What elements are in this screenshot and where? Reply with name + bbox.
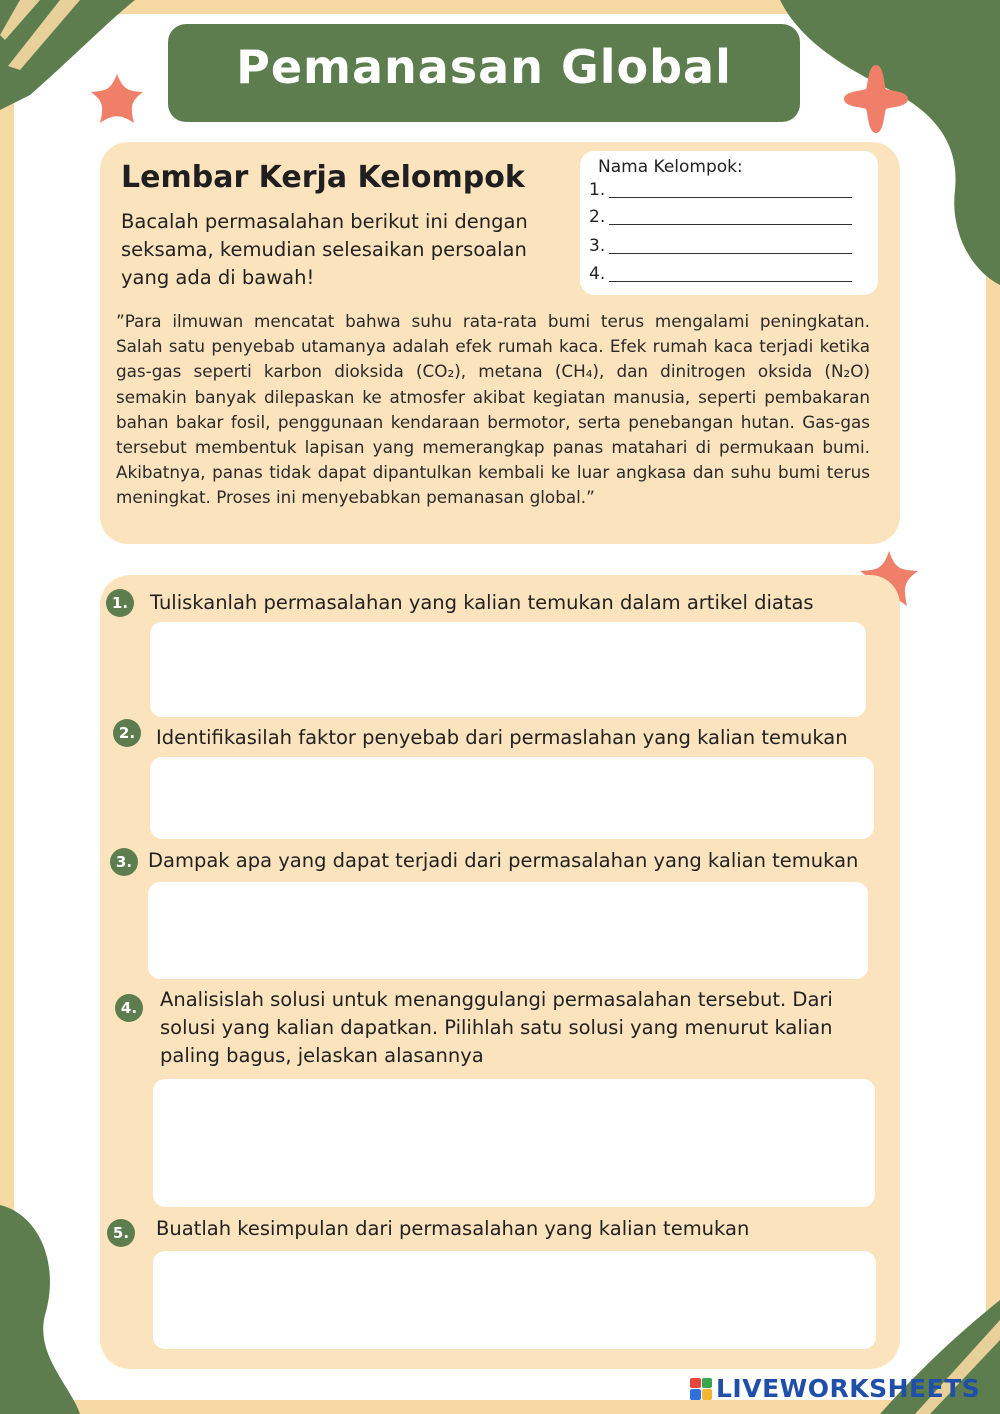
group-name-label: Nama Kelompok: (598, 157, 743, 177)
coral-flower-left-icon (86, 70, 148, 132)
question-number-badge: 1. (106, 589, 134, 617)
group-member-line[interactable] (609, 210, 852, 225)
answer-box-4[interactable] (153, 1079, 875, 1207)
group-member-number: 4. (589, 264, 606, 284)
title-banner (168, 24, 800, 122)
instruction-text: Bacalah permasalahan berikut ini dengan seksama, kemudian selesaikan persoalan yang ada di bawah! (121, 210, 528, 289)
group-member-2[interactable] (589, 207, 852, 227)
question-text: Identifikasilah faktor penyebab dari permaslahan yang kalian temukan (156, 726, 848, 749)
article-text: ”Para ilmuwan mencatat bahwa suhu rata-rata bumi terus mengalami peningkatan. Salah satu penyebab utamanya adalah efek rumah kaca. Efek rumah kaca terjadi ketika gas-gas seperti karbon dioksida (CO₂), metana (CH₄), dan dinitrogen oksida (N₂O) semakin banyak dilepaskan ke atmosfer akibat kegiatan manusia, seperti pembakaran bahan bakar fosil, penggunaan kendaraan bermotor, serta penebangan hutan. Gas-gas tersebut membentuk lapisan yang memerangkap panas matahari di permukaan bumi. Akibatnya, panas tidak dapat dipantulkan kembali ke luar angkasa dan suhu bumi terus meningkat. Proses ini menyebabkan pemanasan global.” (116, 311, 870, 508)
group-member-line[interactable] (609, 267, 852, 282)
question-number-badge: 4. (115, 994, 143, 1022)
group-member-line[interactable] (609, 239, 852, 254)
group-member-4[interactable] (589, 264, 852, 284)
question-number-badge: 5. (107, 1219, 135, 1247)
liveworksheets-logo-icon (690, 1378, 712, 1400)
answer-box-3[interactable] (148, 882, 868, 979)
question-text: Tuliskanlah permasalahan yang kalian temukan dalam artikel diatas (150, 591, 814, 614)
group-member-line[interactable] (609, 183, 852, 198)
answer-box-2[interactable] (150, 757, 874, 839)
question-number-badge: 2. (113, 719, 141, 747)
group-member-number: 3. (589, 236, 606, 256)
group-member-number: 2. (589, 207, 606, 227)
liveworksheets-brand (690, 1374, 980, 1403)
answer-box-1[interactable] (150, 622, 866, 717)
page-title: Pemanasan Global (236, 40, 732, 94)
group-member-1[interactable] (589, 180, 852, 200)
question-text: Buatlah kesimpulan dari permasalahan yang kalian temukan (156, 1217, 750, 1240)
answer-box-5[interactable] (153, 1251, 876, 1349)
group-member-3[interactable] (589, 236, 852, 256)
question-text: Analisislah solusi untuk menanggulangi permasalahan tersebut. Dari solusi yang kalian dapatkan. Pilihlah satu solusi yang menurut kalian paling bagus, jelaskan alasannya (160, 988, 833, 1067)
question-number-badge: 3. (110, 848, 138, 876)
question-text: Dampak apa yang dapat terjadi dari permasalahan yang kalian temukan (148, 849, 859, 872)
brand-text: LIVEWORKSHEETS (716, 1374, 981, 1403)
coral-plus-icon (843, 62, 909, 136)
group-member-number: 1. (589, 180, 606, 200)
worksheet-heading: Lembar Kerja Kelompok (121, 160, 525, 195)
